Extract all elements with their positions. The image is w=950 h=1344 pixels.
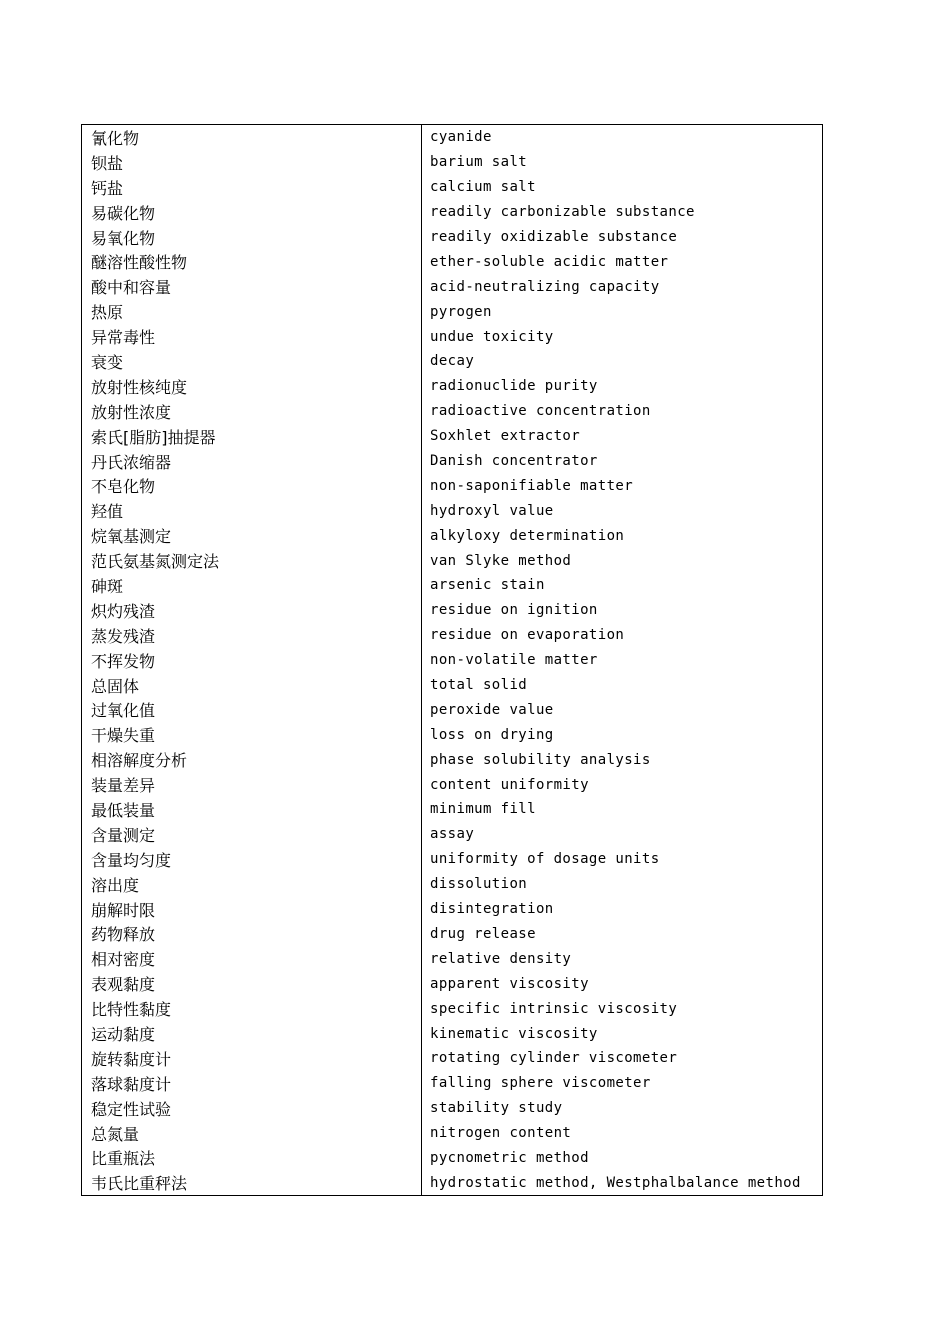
term-english: pyrogen bbox=[430, 303, 492, 320]
table-row bbox=[82, 573, 822, 598]
term-chinese: 异常毒性 bbox=[82, 324, 422, 349]
table-row bbox=[82, 598, 822, 623]
term-english: relative density bbox=[430, 950, 572, 967]
term-english: Soxhlet extractor bbox=[430, 428, 581, 445]
term-english: nitrogen content bbox=[430, 1125, 572, 1142]
table-row bbox=[82, 175, 822, 200]
term-english: loss on drying bbox=[430, 726, 554, 743]
table-row bbox=[82, 722, 822, 747]
table-row bbox=[82, 498, 822, 523]
table-row bbox=[82, 1096, 822, 1121]
term-english: van Slyke method bbox=[430, 552, 572, 569]
table-row bbox=[82, 697, 822, 722]
table-row bbox=[82, 772, 822, 797]
table-row bbox=[82, 523, 822, 548]
table-row bbox=[82, 996, 822, 1021]
term-english: hydroxyl value bbox=[430, 502, 554, 519]
table-row bbox=[82, 971, 822, 996]
term-english: dissolution bbox=[430, 876, 528, 893]
table-row bbox=[82, 1046, 822, 1071]
table-row bbox=[82, 797, 822, 822]
term-english: specific intrinsic viscosity bbox=[430, 1000, 678, 1017]
term-chinese: 表观黏度 bbox=[82, 971, 422, 996]
term-english: calcium salt bbox=[430, 179, 536, 196]
table-row bbox=[82, 324, 822, 349]
term-chinese: 放射性浓度 bbox=[82, 399, 422, 424]
term-chinese: 装量差异 bbox=[82, 772, 422, 797]
term-chinese: 衰变 bbox=[82, 349, 422, 374]
table-row bbox=[82, 424, 822, 449]
term-chinese: 相溶解度分析 bbox=[82, 747, 422, 772]
term-chinese: 砷斑 bbox=[82, 573, 422, 598]
term-english: readily oxidizable substance bbox=[430, 229, 678, 245]
table-row bbox=[82, 822, 822, 847]
table-row bbox=[82, 673, 822, 698]
table-row bbox=[82, 872, 822, 897]
table-row bbox=[82, 946, 822, 971]
term-chinese: 不挥发物 bbox=[82, 648, 422, 673]
term-english: decay bbox=[430, 353, 475, 370]
table-row bbox=[82, 449, 822, 474]
term-chinese: 易氧化物 bbox=[82, 225, 422, 250]
table-row bbox=[82, 648, 822, 673]
term-english: barium salt bbox=[430, 154, 528, 171]
table-row bbox=[82, 922, 822, 947]
glossary-table bbox=[81, 124, 823, 1196]
term-english: alkyloxy determination bbox=[430, 527, 625, 544]
term-english: minimum fill bbox=[430, 801, 536, 818]
term-english: residue on evaporation bbox=[430, 627, 625, 644]
table-row bbox=[82, 897, 822, 922]
term-chinese: 韦氏比重秤法 bbox=[82, 1170, 422, 1195]
table-row bbox=[82, 200, 822, 225]
term-english: radionuclide purity bbox=[430, 378, 598, 395]
table-row bbox=[82, 1146, 822, 1171]
term-chinese: 含量测定 bbox=[82, 822, 422, 847]
term-english: acid-neutralizing capacity bbox=[430, 278, 660, 295]
term-chinese: 氰化物 bbox=[82, 125, 422, 150]
table-row bbox=[82, 623, 822, 648]
term-chinese: 索氏[脂肪]抽提器 bbox=[82, 424, 422, 449]
term-chinese: 羟值 bbox=[82, 498, 422, 523]
term-english: content uniformity bbox=[430, 776, 589, 793]
term-chinese: 总固体 bbox=[82, 673, 422, 698]
term-chinese: 崩解时限 bbox=[82, 897, 422, 922]
term-english: Danish concentrator bbox=[430, 453, 598, 470]
term-english: peroxide value bbox=[430, 701, 554, 718]
term-english: stability study bbox=[430, 1100, 563, 1117]
term-chinese: 溶出度 bbox=[82, 872, 422, 897]
term-english: arsenic stain bbox=[430, 577, 545, 594]
term-english: cyanide bbox=[430, 129, 492, 146]
term-chinese: 过氧化值 bbox=[82, 697, 422, 722]
table-row bbox=[82, 473, 822, 498]
table-row bbox=[82, 747, 822, 772]
term-chinese: 不皂化物 bbox=[82, 473, 422, 498]
table-row bbox=[82, 1021, 822, 1046]
table-row bbox=[82, 274, 822, 299]
table-row bbox=[82, 1170, 822, 1195]
term-english: assay bbox=[430, 826, 475, 843]
term-chinese: 易碳化物 bbox=[82, 200, 422, 225]
term-english: kinematic viscosity bbox=[430, 1025, 598, 1042]
term-english: phase solubility analysis bbox=[430, 751, 651, 768]
table-row bbox=[82, 150, 822, 175]
table-row bbox=[82, 847, 822, 872]
term-english: rotating cylinder viscometer bbox=[430, 1050, 678, 1067]
term-english: undue toxicity bbox=[430, 328, 554, 345]
term-chinese: 稳定性试验 bbox=[82, 1096, 422, 1121]
term-chinese: 运动黏度 bbox=[82, 1021, 422, 1046]
table-row bbox=[82, 399, 822, 424]
term-chinese: 范氏氨基氮测定法 bbox=[82, 548, 422, 573]
term-english: apparent viscosity bbox=[430, 975, 589, 992]
term-english: residue on ignition bbox=[430, 602, 598, 619]
term-chinese: 含量均匀度 bbox=[82, 847, 422, 872]
table-row bbox=[82, 374, 822, 399]
term-chinese: 钙盐 bbox=[82, 175, 422, 200]
term-chinese: 干燥失重 bbox=[82, 722, 422, 747]
term-english: pycnometric method bbox=[430, 1149, 589, 1166]
term-english: drug release bbox=[430, 925, 536, 942]
table-row bbox=[82, 1121, 822, 1146]
term-english: non-saponifiable matter bbox=[430, 477, 634, 494]
term-chinese: 比重瓶法 bbox=[82, 1146, 422, 1171]
term-chinese: 热原 bbox=[82, 299, 422, 324]
term-english: hydrostatic method, Westphalbalance method bbox=[430, 1174, 801, 1191]
term-english: falling sphere viscometer bbox=[430, 1075, 651, 1092]
term-chinese: 旋转黏度计 bbox=[82, 1046, 422, 1071]
term-english: non-volatile matter bbox=[430, 652, 598, 669]
term-chinese: 药物释放 bbox=[82, 922, 422, 947]
table-row bbox=[82, 349, 822, 374]
table-row bbox=[82, 299, 822, 324]
term-english: radioactive concentration bbox=[430, 403, 651, 420]
term-chinese: 比特性黏度 bbox=[82, 996, 422, 1021]
term-chinese: 丹氏浓缩器 bbox=[82, 449, 422, 474]
term-chinese: 落球黏度计 bbox=[82, 1071, 422, 1096]
term-chinese: 相对密度 bbox=[82, 946, 422, 971]
term-english: disintegration bbox=[430, 901, 554, 918]
term-chinese: 烷氧基测定 bbox=[82, 523, 422, 548]
table-row bbox=[82, 1071, 822, 1096]
table-row bbox=[82, 225, 822, 250]
term-english: total solid bbox=[430, 677, 528, 694]
term-chinese: 钡盐 bbox=[82, 150, 422, 175]
term-english: ether-soluble acidic matter bbox=[430, 253, 669, 270]
term-english: uniformity of dosage units bbox=[430, 851, 660, 868]
term-chinese: 蒸发残渣 bbox=[82, 623, 422, 648]
term-chinese: 炽灼残渣 bbox=[82, 598, 422, 623]
table-row bbox=[82, 548, 822, 573]
term-chinese: 总氮量 bbox=[82, 1121, 422, 1146]
term-chinese: 酸中和容量 bbox=[82, 274, 422, 299]
table-row bbox=[82, 125, 822, 150]
term-english: readily carbonizable substance bbox=[430, 204, 695, 221]
term-chinese: 放射性核纯度 bbox=[82, 374, 422, 399]
term-chinese: 最低装量 bbox=[82, 797, 422, 822]
term-chinese: 醚溶性酸性物 bbox=[82, 249, 422, 274]
table-row bbox=[82, 249, 822, 274]
